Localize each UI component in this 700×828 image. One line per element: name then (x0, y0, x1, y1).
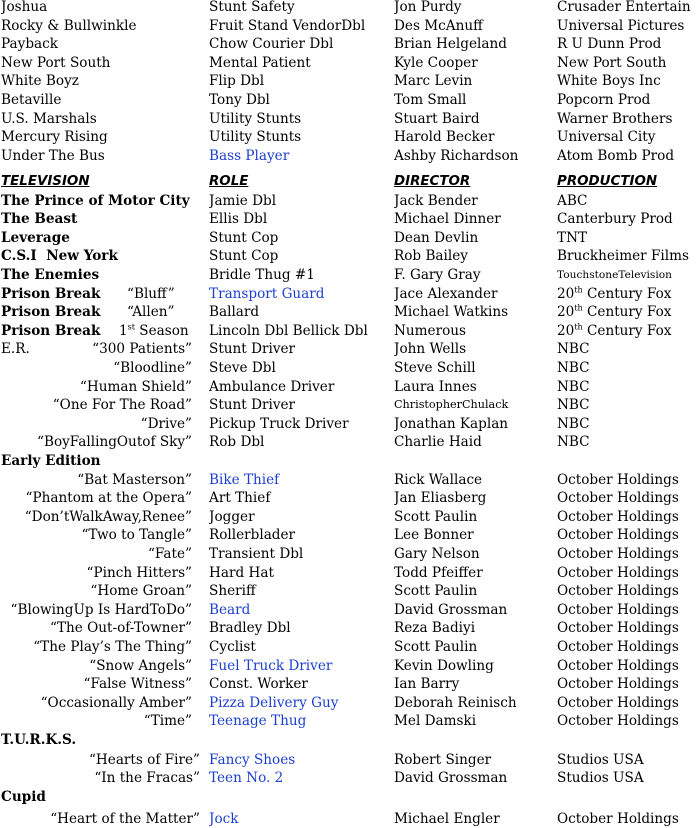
tv-role: Lincoln Dbl Bellick Dbl (209, 322, 368, 339)
film-production: Universal City (557, 129, 656, 146)
tv-director: Steve Schill (394, 359, 476, 376)
tv-production (557, 285, 700, 304)
show-title: Prison Break (1, 304, 101, 321)
tv-director: David Grossman (394, 770, 508, 787)
episode-title: “Snow Angels” (89, 657, 192, 674)
tv-row (0, 340, 700, 359)
episode-title: “Phantom at the Opera” (25, 490, 192, 507)
film-title: Betaville (1, 92, 62, 108)
film-production: Atom Bomb Prod (557, 147, 675, 164)
tv-row (0, 619, 700, 638)
episode-title: “Hearts of Fire” (88, 751, 200, 768)
episode-season (119, 322, 189, 341)
tv-row (0, 712, 700, 731)
episode-title: “Allen” (127, 304, 175, 321)
tv-production: NBC (557, 397, 590, 414)
tv-director: Kevin Dowling (394, 657, 494, 674)
film-title: Rocky & Bullwinkle (1, 17, 137, 34)
tv-row (0, 582, 700, 601)
tv-director: Rob Bailey (394, 248, 468, 265)
show-title: Early Edition (1, 452, 101, 469)
section-heading-television: TELEVISION (1, 173, 90, 189)
tv-director: ChristopherChulack (394, 398, 509, 412)
episode-title: “Two to Tangle” (81, 527, 192, 544)
episode-title: “Human Shield” (79, 378, 192, 395)
tv-row (0, 657, 700, 676)
tv-director: Gary Nelson (394, 545, 480, 562)
tv-role-link[interactable]: Bike Thief (209, 471, 280, 488)
tv-row (0, 229, 700, 248)
episode-title: “Drive” (140, 415, 192, 432)
episode-title: “Occasionally Amber” (40, 694, 192, 711)
tv-production: NBC (557, 378, 590, 395)
episode-title: “Home Groan” (90, 583, 192, 600)
film-title: U.S. Marshals (1, 110, 97, 127)
show-cell (1, 285, 206, 304)
tv-production (557, 303, 700, 322)
film-role: Flip Dbl (209, 73, 265, 90)
film-row (0, 147, 700, 166)
tv-role: Stunt Driver (209, 397, 296, 414)
production-name: Century Fox (582, 304, 672, 321)
show-heading-row (0, 788, 700, 807)
tv-role: Pickup Truck Driver (209, 415, 349, 432)
tv-role: Cyclist (209, 638, 256, 655)
tv-production: October Holdings (557, 620, 679, 637)
tv-director: F. Gary Gray (394, 266, 481, 283)
episode-title: “False Witness” (83, 676, 192, 693)
tv-role: Hard Hat (209, 564, 274, 581)
production-ordinal: th (574, 322, 583, 332)
episode-title: “BoyFallingOutof Sky” (37, 434, 192, 451)
tv-role-link[interactable]: Fancy Shoes (209, 751, 296, 768)
tv-director: Lee Bonner (394, 527, 474, 544)
tv-role-link[interactable]: Beard (209, 601, 251, 618)
show-heading-row (0, 731, 700, 750)
tv-director: Jack Bender (394, 192, 478, 209)
tv-production: October Holdings (557, 508, 679, 525)
film-row (0, 128, 700, 147)
film-row (0, 35, 700, 54)
episode-title: “Bluff” (127, 285, 175, 302)
episode-title: “Don’tWalkAway,Renee” (24, 508, 192, 525)
tv-role: Bradley Dbl (209, 620, 291, 637)
season-ordinal: st (127, 322, 135, 332)
episode-title: “Time” (143, 713, 192, 730)
tv-production (557, 322, 700, 341)
tv-row (0, 322, 700, 341)
tv-row (0, 433, 700, 452)
show-title: C.S.I New York (1, 248, 118, 265)
production-number: 20 (557, 304, 575, 321)
tv-role: Bridle Thug #1 (209, 266, 315, 283)
film-role: Tony Dbl (209, 92, 270, 108)
film-title: Joshua (1, 0, 48, 15)
show-heading-row (0, 452, 700, 471)
tv-production: October Holdings (557, 657, 679, 674)
film-title: New Port South (1, 54, 111, 71)
tv-role: Transient Dbl (209, 545, 304, 562)
tv-director: Numerous (394, 322, 466, 339)
tv-director: Dean Devlin (394, 229, 479, 246)
episode-title: “In the Fracas” (94, 770, 200, 787)
show-title: Leverage (1, 229, 70, 246)
tv-role-link[interactable]: Teen No. 2 (209, 770, 284, 787)
film-title: Payback (1, 36, 58, 53)
tv-role: Const. Worker (209, 676, 308, 693)
tv-director: Scott Paulin (394, 583, 478, 600)
film-row (0, 72, 700, 91)
tv-director: John Wells (394, 341, 467, 358)
film-director: Jon Purdy (394, 0, 462, 15)
tv-role: Art Thief (209, 490, 271, 507)
tv-row (0, 526, 700, 545)
tv-row (0, 359, 700, 378)
tv-director: Jan Eliasberg (394, 490, 487, 507)
tv-row (0, 285, 700, 304)
show-title: T.U.R.K.S. (1, 731, 77, 748)
episode-title: “The Play’s The Thing” (33, 638, 192, 655)
column-heading-production: PRODUCTION (557, 173, 658, 189)
tv-production: October Holdings (557, 545, 679, 562)
tv-role: Stunt Cop (209, 248, 279, 265)
tv-row (0, 210, 700, 229)
tv-row (0, 751, 700, 770)
film-title: Under The Bus (1, 147, 105, 164)
tv-row (0, 675, 700, 694)
tv-production: October Holdings (557, 694, 679, 711)
tv-director: Michael Dinner (394, 211, 501, 228)
tv-production: October Holdings (557, 810, 679, 827)
episode-title: “Fate” (147, 545, 192, 562)
tv-production: Canterbury Prod (557, 211, 673, 228)
film-director: Stuart Baird (394, 110, 480, 127)
tv-production: NBC (557, 434, 590, 451)
tv-role-link[interactable]: Jock (209, 810, 239, 827)
film-role: Fruit Stand VendorDbl (209, 17, 366, 34)
film-row (0, 91, 700, 110)
season-label: Season (134, 322, 189, 339)
tv-role-link[interactable]: Fuel Truck Driver (209, 657, 333, 674)
tv-production: October Holdings (557, 527, 679, 544)
tv-row (0, 396, 700, 415)
tv-role: Ambulance Driver (209, 378, 335, 395)
episode-title: “Bloodline” (113, 359, 192, 376)
tv-director: Michael Watkins (394, 304, 509, 321)
film-role: Chow Courier Dbl (209, 36, 334, 53)
film-role: Utility Stunts (209, 110, 302, 127)
film-row (0, 110, 700, 129)
tv-production: October Holdings (557, 676, 679, 693)
film-role: Utility Stunts (209, 129, 302, 146)
tv-director: Robert Singer (394, 751, 492, 768)
film-title: White Boyz (1, 73, 79, 90)
production-ordinal: th (574, 303, 583, 313)
tv-role-link[interactable]: Transport Guard (209, 285, 325, 302)
tv-role: Rob Dbl (209, 434, 265, 451)
show-title: The Beast (1, 211, 78, 228)
show-title: The Enemies (1, 266, 100, 283)
film-production: Warner Brothers (557, 110, 673, 127)
tv-director: Charlie Haid (394, 434, 482, 451)
tv-director: Michael Engler (394, 810, 500, 827)
film-director: Kyle Cooper (394, 54, 478, 71)
episode-title: “300 Patients” (92, 341, 192, 358)
film-production: Universal Pictures (557, 17, 685, 34)
tv-row (0, 266, 700, 285)
tv-header-row (0, 173, 700, 192)
film-production: White Boys Inc (557, 73, 661, 90)
production-number: 20 (557, 322, 575, 339)
production-ordinal: th (574, 284, 583, 294)
film-production: New Port South (557, 54, 667, 71)
tv-row (0, 769, 700, 788)
film-director: Harold Becker (394, 129, 495, 146)
tv-role-link[interactable]: Pizza Delivery Guy (209, 694, 339, 711)
film-role: Stunt Safety (209, 0, 295, 15)
tv-row (0, 601, 700, 620)
tv-role: Steve Dbl (209, 359, 276, 376)
show-title: Prison Break (1, 322, 101, 339)
tv-role: Jogger (209, 508, 255, 525)
production-name: Century Fox (582, 322, 672, 339)
tv-director: Jace Alexander (394, 285, 498, 302)
show-cell (1, 322, 206, 341)
film-title: Mercury Rising (1, 129, 108, 146)
film-director: Marc Levin (394, 73, 473, 90)
film-role-link[interactable]: Bass Player (209, 147, 290, 164)
season-number: 1 (119, 322, 128, 339)
episode-title: “Pinch Hitters” (86, 564, 192, 581)
tv-production: October Holdings (557, 471, 679, 488)
tv-row (0, 192, 700, 211)
tv-director: David Grossman (394, 601, 508, 618)
show-title: E.R. (1, 341, 30, 358)
tv-row (0, 508, 700, 527)
tv-row (0, 810, 700, 828)
tv-row (0, 638, 700, 657)
tv-production: October Holdings (557, 713, 679, 730)
tv-director: Ian Barry (394, 676, 460, 693)
tv-role-link[interactable]: Teenage Thug (209, 713, 307, 730)
tv-director: Laura Innes (394, 378, 477, 395)
tv-role: Ballard (209, 304, 260, 321)
episode-title: “BlowingUp Is HardToDo” (10, 601, 192, 618)
production-number: 20 (557, 285, 575, 302)
film-director: Tom Small (394, 92, 467, 108)
tv-production: October Holdings (557, 490, 679, 507)
tv-director: Mel Damski (394, 713, 477, 730)
show-title: Cupid (1, 788, 46, 805)
column-heading-director: DIRECTOR (394, 173, 471, 189)
film-production: Popcorn Prod (557, 92, 651, 108)
film-role: Mental Patient (209, 54, 311, 71)
production-name: Century Fox (582, 285, 672, 302)
tv-row (0, 564, 700, 583)
tv-role: Stunt Driver (209, 341, 296, 358)
tv-role: Stunt Cop (209, 229, 279, 246)
tv-production: October Holdings (557, 564, 679, 581)
film-row (0, 17, 700, 36)
tv-role: Ellis Dbl (209, 211, 268, 228)
tv-row (0, 303, 700, 322)
show-title: The Prince of Motor City (1, 192, 190, 209)
tv-director: Scott Paulin (394, 638, 478, 655)
tv-row (0, 378, 700, 397)
film-row (0, 0, 700, 17)
tv-row (0, 247, 700, 266)
tv-director: Todd Pfeiffer (394, 564, 483, 581)
tv-role: Jamie Dbl (209, 192, 277, 209)
show-cell (1, 303, 206, 322)
episode-title: “Bat Masterson” (77, 471, 192, 488)
tv-director: Jonathan Kaplan (394, 415, 509, 432)
show-title: Prison Break (1, 285, 101, 302)
tv-director: Deborah Reinisch (394, 694, 517, 711)
tv-production: TouchstoneTelevision (557, 268, 672, 281)
tv-row (0, 415, 700, 434)
film-row (0, 54, 700, 73)
tv-role: Rollerblader (209, 527, 296, 544)
tv-director: Rick Wallace (394, 471, 483, 488)
column-heading-role: ROLE (209, 173, 249, 189)
tv-production: Studios USA (557, 770, 644, 787)
tv-director: Reza Badiyi (394, 620, 476, 637)
tv-production: Studios USA (557, 751, 644, 768)
episode-title: “Heart of the Matter” (50, 810, 200, 827)
tv-production: October Holdings (557, 601, 679, 618)
tv-row (0, 489, 700, 508)
film-director: Ashby Richardson (394, 147, 519, 164)
tv-production: Bruckheimer Films (557, 248, 689, 265)
episode-title: “The Out-of-Towner” (49, 620, 192, 637)
film-director: Brian Helgeland (394, 36, 507, 53)
film-production: Crusader Entertain (557, 0, 691, 15)
tv-production: TNT (557, 229, 588, 246)
tv-production: October Holdings (557, 583, 679, 600)
tv-row (0, 471, 700, 490)
tv-row (0, 545, 700, 564)
tv-row (0, 694, 700, 713)
film-director: Des McAnuff (394, 17, 483, 34)
tv-production: NBC (557, 359, 590, 376)
tv-director: Scott Paulin (394, 508, 478, 525)
tv-production: NBC (557, 341, 590, 358)
tv-role: Sheriff (209, 583, 256, 600)
tv-production: NBC (557, 415, 590, 432)
film-production: R U Dunn Prod (557, 36, 662, 53)
episode-title: “One For The Road” (52, 397, 192, 414)
tv-production: ABC (557, 192, 588, 209)
tv-production: October Holdings (557, 638, 679, 655)
